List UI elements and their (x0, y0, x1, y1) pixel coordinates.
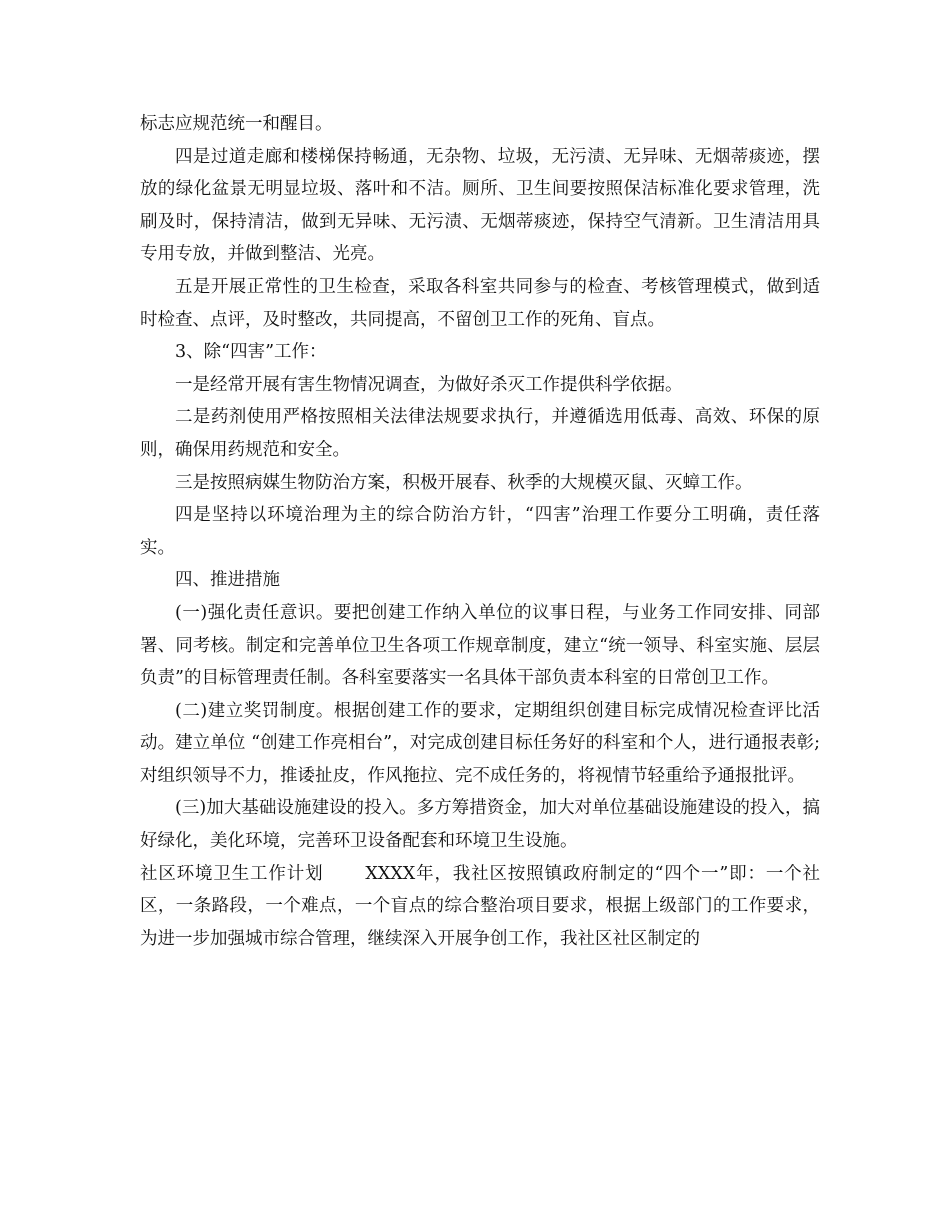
paragraph-7: 三是按照病媒生物防治方案，积极开展春、秋季的大规模灭鼠、灭蟑工作。 (175, 472, 753, 493)
final-paragraph-text: XXXX年，我社区按照镇政府制定的“四个一”即：一个社区，一条路段，一个难点，一个盲点的综合整治项目要求，根据上级部门的工作要求，为进一步加强城市综合管理，继续深入开展争创工作，我社区社区制定的 (140, 863, 820, 949)
paragraph-2: 四是过道走廊和楼梯保持畅通，无杂物、垃圾，无污渍、无异味、无烟蒂痰迹，摆放的绿化盆景无明显垃圾、落叶和不洁。厕所、卫生间要按照保洁标准化要求管理，洗刷及时，保持清洁，做到无异味、无污渍、无烟蒂痰迹，保持空气清新。卫生清洁用具专用专放，并做到整洁、光亮。 (140, 146, 820, 265)
document-body (140, 108, 820, 955)
final-paragraph-title: 社区环境卫生工作计划 (140, 863, 324, 884)
section-heading-measures: 四、推进措施 (175, 570, 280, 591)
paragraph-11: (二)建立奖罚制度。根据创建工作的要求，定期组织创建目标完成情况检查评比活动。建立单位 “创建工作亮相台”，对完成创建目标任务好的科室和个人，进行通报表彰;对组织领导不力，推诿扯皮，作风拖拉、完不成任务的，将视情节轻重给予通报批评。 (140, 700, 820, 786)
final-paragraph (140, 858, 820, 956)
paragraph-6: 二是药剂使用严格按照相关法律法规要求执行，并遵循选用低毒、高效、环保的原则，确保用药规范和安全。 (140, 407, 820, 460)
paragraph-3: 五是开展正常性的卫生检查，采取各科室共同参与的检查、考核管理模式，做到适时检查、点评，及时整改，共同提高，不留创卫工作的死角、盲点。 (140, 276, 820, 330)
paragraph-5: 一是经常开展有害生物情况调查，为做好杀灭工作提供科学依据。 (175, 374, 683, 395)
paragraph-12: (三)加大基础设施建设的投入。多方筹措资金，加大对单位基础设施建设的投入，搞好绿化，美化环境，完善环卫设备配套和环境卫生设施。 (140, 798, 820, 852)
paragraph-8: 四是坚持以环境治理为主的综合防治方针，“四害”治理工作要分工明确，责任落实。 (140, 505, 820, 558)
paragraph-10: (一)强化责任意识。要把创建工作纳入单位的议事日程，与业务工作同安排、同部署、同考核。制定和完善单位卫生各项工作规章制度，建立“统一领导、科室实施、层层负责”的目标管理责任制。各科室要落实一名具体干部负责本科室的日常创卫工作。 (140, 602, 820, 689)
section-heading-pest-control: 3、除“四害”工作： (175, 342, 327, 363)
paragraph-1: 标志应规范统一和醒目。 (140, 114, 333, 134)
